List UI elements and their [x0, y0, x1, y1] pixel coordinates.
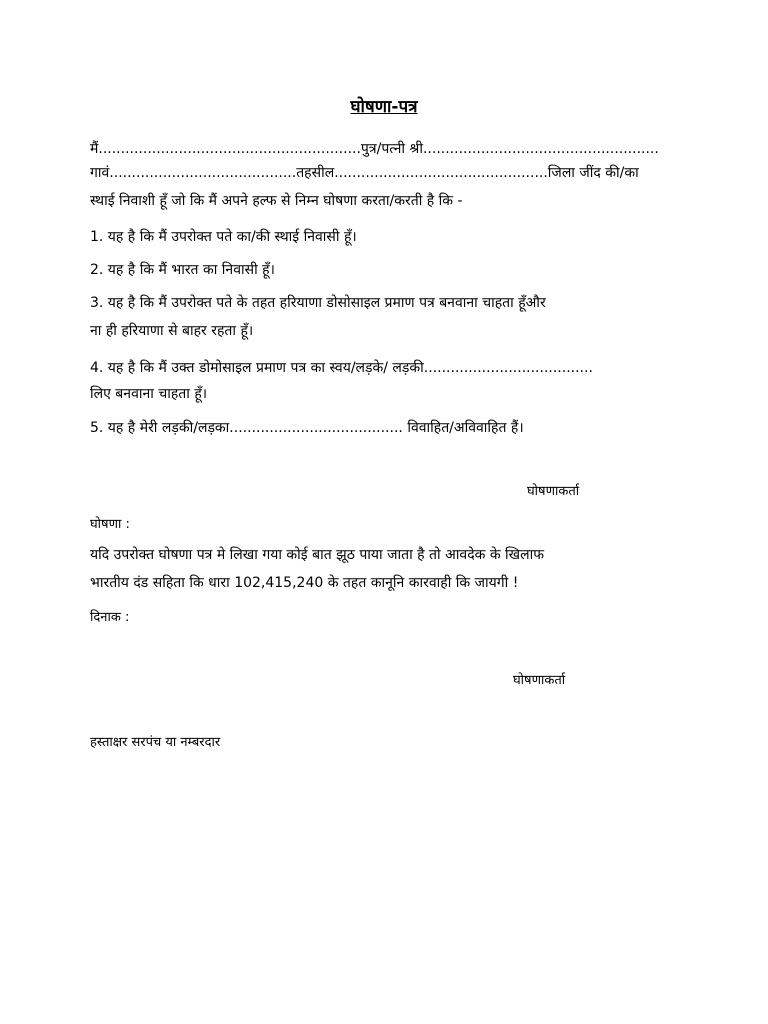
- sarpanch-signature-label: हस्ताक्षर सरपंच या नम्बरदार: [90, 735, 221, 750]
- declaration-item-4: 4. यह है कि मैं उक्त डोमोसाइल प्रमाण पत्र का स्वय/लड़के/ लड़की......................................: [90, 360, 593, 376]
- intro-line-3: स्थाई निवाशी हूँ जो कि मैं अपने हल्फ से निम्न घोषणा करता/करती है कि -: [90, 193, 463, 209]
- declaration-item-4-cont: लिए बनवाना चाहता हूँ।: [90, 386, 208, 402]
- declaration-item-2: 2. यह है कि मैं भारत का निवासी हूँ।: [90, 262, 275, 278]
- declaration-item-3: 3. यह है कि मैं उपरोक्त पते के तहत हरियाणा डोसोसाइल प्रमाण पत्र बनवाना चाहता हूँऔर: [90, 295, 546, 311]
- declaration-item-1: 1. यह है कि मैं उपरोक्त पते का/की स्थाई निवासी हूँ।: [90, 229, 357, 245]
- signatory-label-1: घोषणाकर्ता: [527, 484, 580, 499]
- declaration-item-3-cont: ना ही हरियाणा से बाहर रहता हूँ।: [90, 323, 254, 339]
- declaration-text-line-1: यदि उपरोक्त घोषणा पत्र मे लिखा गया कोई बात झूठ पाया जाता है तो आवदेक के खिलाफ: [90, 547, 545, 563]
- intro-line-1: मैं...........................................................पुत्र/पत्नी श्री.....................................................: [90, 141, 659, 157]
- intro-line-2: गावं..........................................तहसील................................................जिला जींद की/का: [90, 165, 639, 181]
- declaration-heading: घोषणा :: [90, 517, 130, 532]
- date-label: दिनाक :: [90, 610, 130, 625]
- declaration-item-5: 5. यह है मेरी लड़की/लड़का....................................... विवाहित/अविवाहित हैं।: [90, 420, 524, 436]
- document-title: घोषणा-पत्र: [350, 97, 418, 117]
- declaration-text-line-2: भारतीय दंड सहिता कि धारा 102,415,240 के तहत कानूनि कारवाही कि जायगी !: [90, 575, 519, 591]
- signatory-label-2: घोषणाकर्ता: [513, 673, 566, 688]
